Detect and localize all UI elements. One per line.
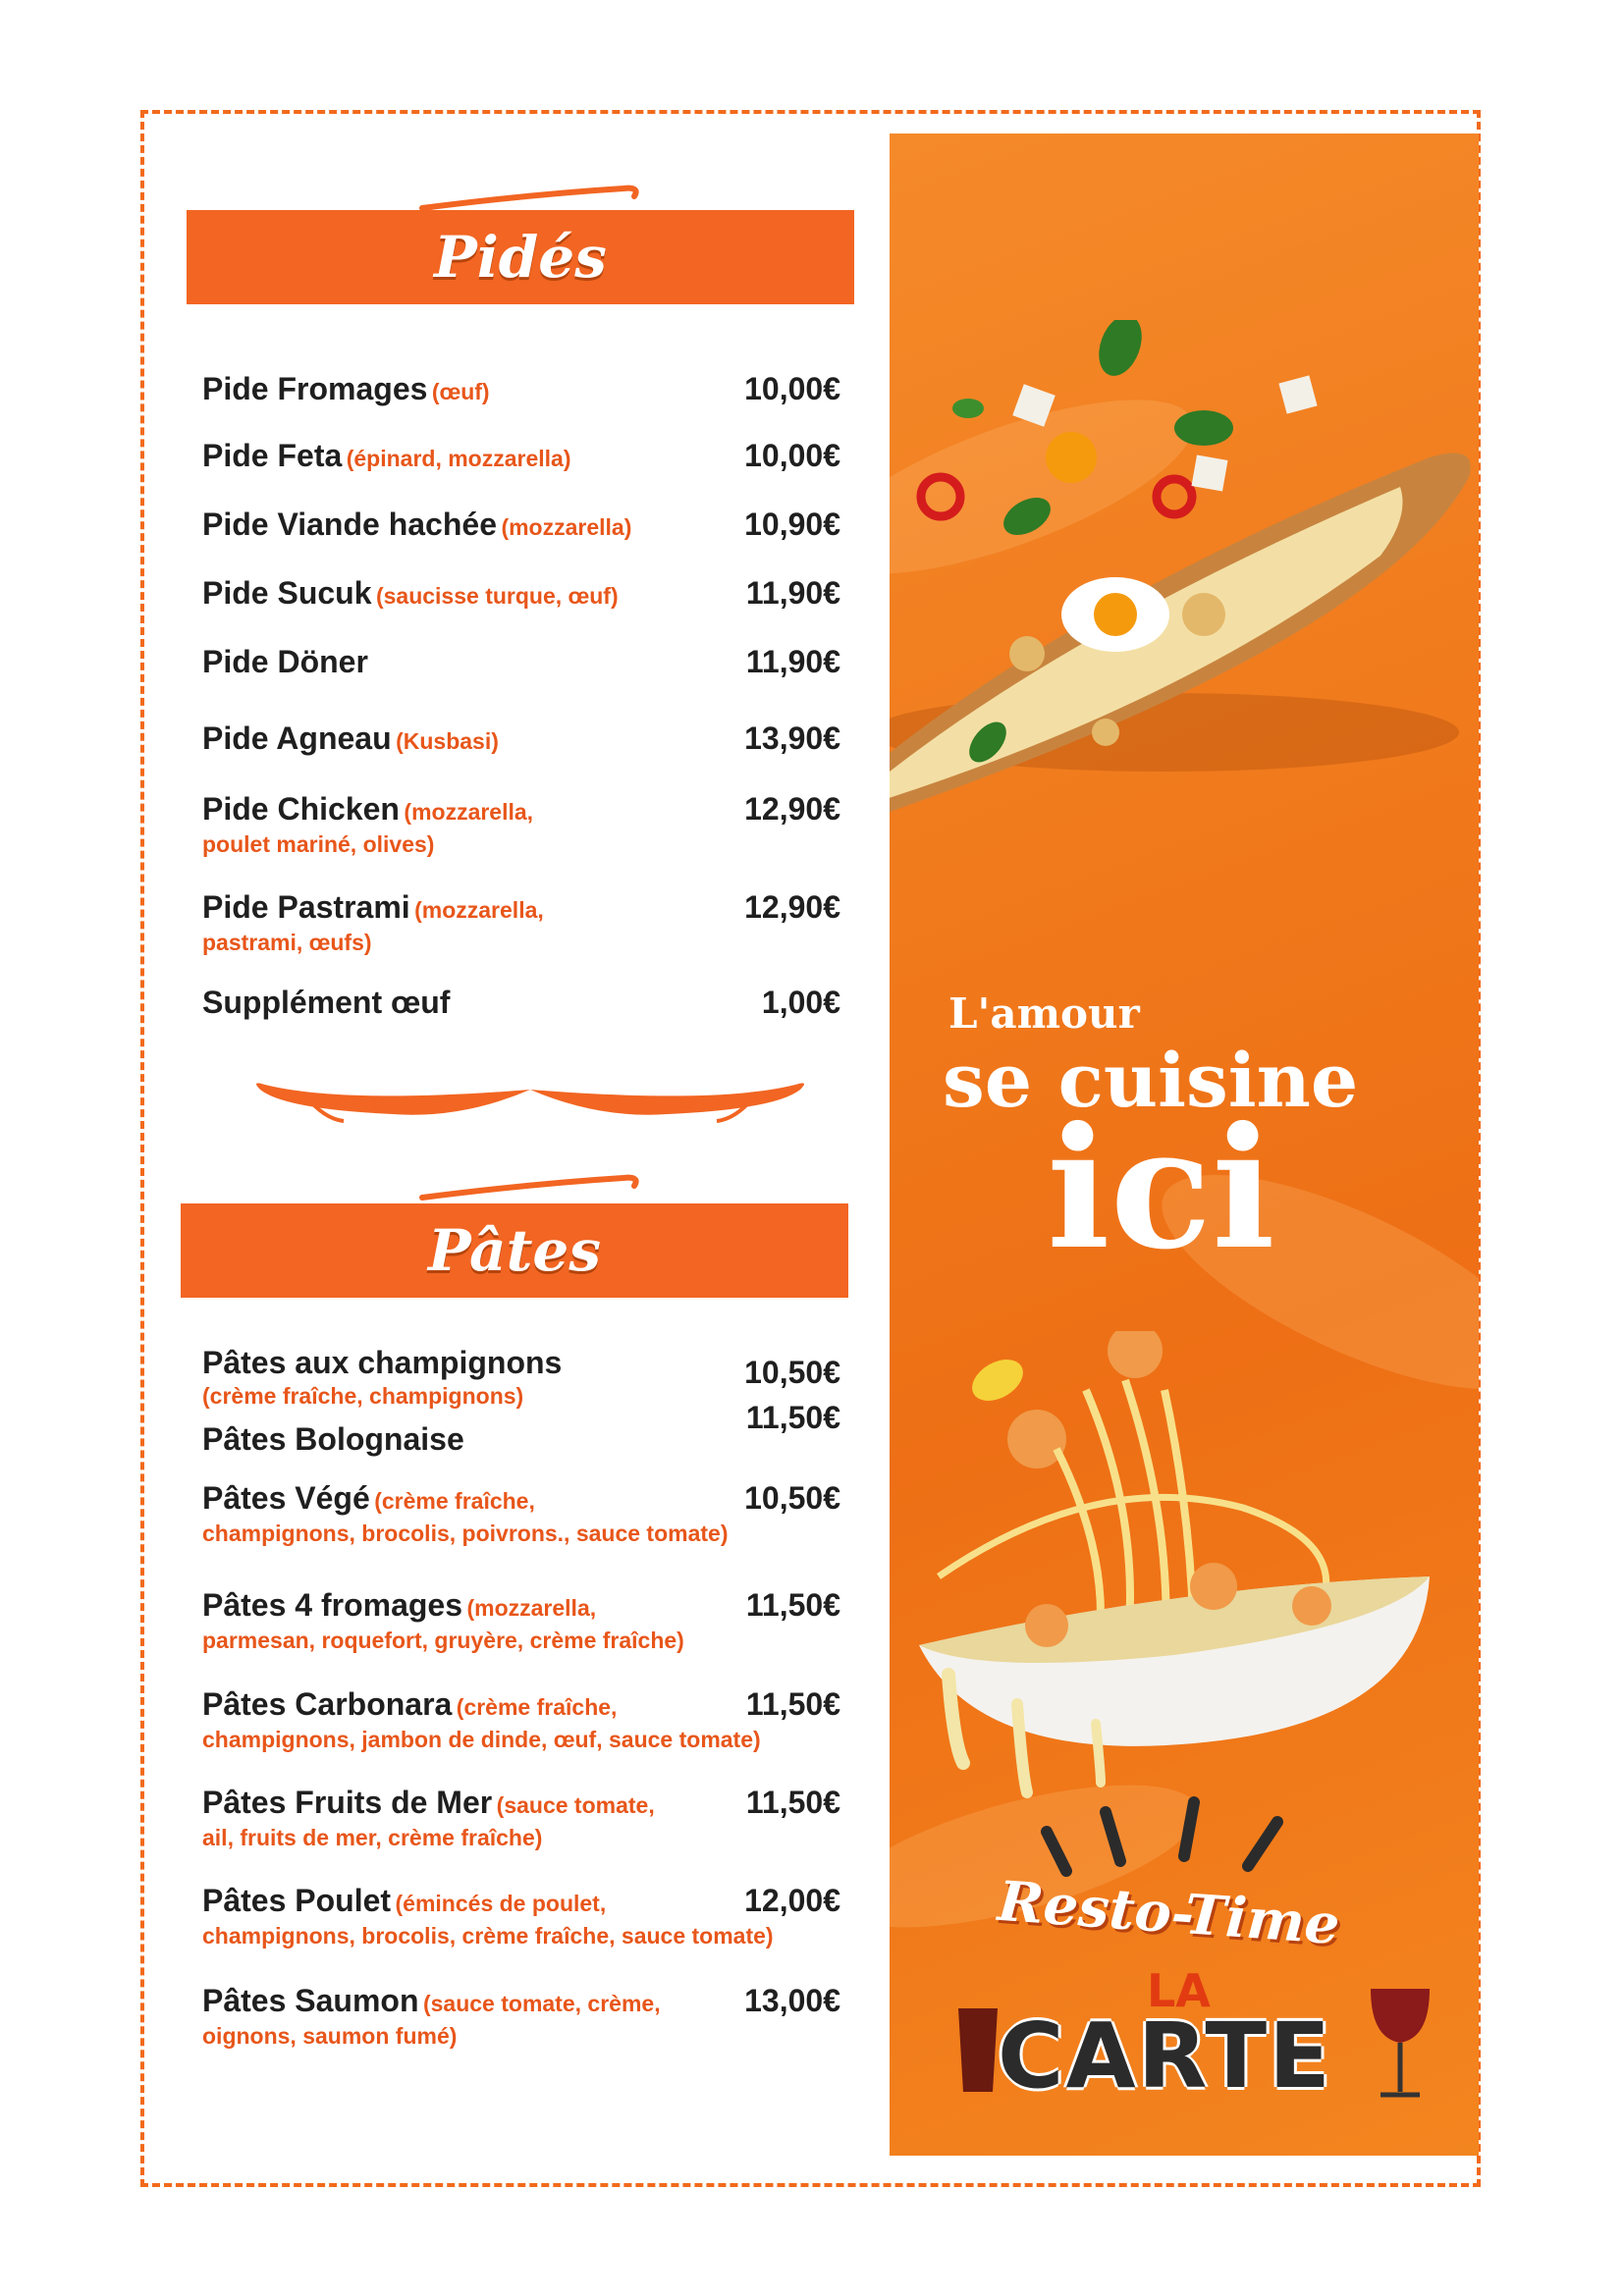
item-price: 12,00€ [744, 1883, 840, 1918]
item-desc-cont: champignons, jambon de dinde, œuf, sauce tomate) [202, 1727, 761, 1752]
item-price: 10,90€ [744, 507, 840, 542]
item-desc: (Kusbasi) [396, 728, 499, 754]
menu-item-pates [202, 1587, 840, 1657]
section-banner-pides [187, 210, 854, 304]
menu-item-pides [202, 889, 840, 959]
item-desc: (épinard, mozzarella) [346, 446, 571, 471]
item-price: 11,50€ [745, 1400, 840, 1435]
item-price: 11,90€ [745, 644, 840, 679]
item-desc: (mozzarella, [414, 897, 544, 923]
logo-rays [1037, 1792, 1292, 1881]
menu-item-pates [202, 1983, 840, 2053]
item-price: 13,90€ [744, 721, 840, 756]
item-desc-cont: champignons, brocolis, poivrons., sauce tomate) [202, 1521, 729, 1546]
item-price: 13,00€ [744, 1983, 840, 2018]
logo-resto-time: Resto-Time [996, 1868, 1342, 1958]
title-swoosh-top-pates [412, 1166, 648, 1205]
item-name: Pide Feta [202, 438, 343, 473]
divider-swoosh [245, 1050, 815, 1139]
item-name: Pâtes Saumon [202, 1983, 419, 2018]
item-desc: (mozzarella, [404, 799, 534, 825]
item-name: Supplément œuf [202, 985, 451, 1020]
item-price: 11,90€ [745, 575, 840, 611]
section-banner-pates [181, 1203, 848, 1298]
item-price: 11,50€ [745, 1686, 840, 1722]
item-name: Pide Viande hachée [202, 507, 497, 542]
slogan-line3: ici [1047, 1091, 1275, 1287]
item-price: 11,50€ [745, 1785, 840, 1820]
menu-item-pates [202, 1400, 840, 1457]
item-desc-cont: pastrami, œufs) [202, 930, 372, 955]
pide-illustration [890, 320, 1479, 830]
item-desc: (saucisse turque, œuf) [375, 583, 619, 609]
menu-item-pides [202, 507, 840, 544]
logo-carte: CARTE [998, 2003, 1333, 2109]
item-desc-cont: ail, fruits de mer, crème fraîche) [202, 1825, 543, 1850]
item-desc-cont: parmesan, roquefort, gruyère, crème fraîche) [202, 1628, 684, 1653]
item-price: 10,00€ [744, 438, 840, 473]
menu-item-pides [202, 791, 840, 861]
item-desc: (crème fraîche, [374, 1488, 535, 1514]
item-name: Pide Fromages [202, 371, 428, 406]
item-price: 11,50€ [745, 1587, 840, 1623]
menu-item-pides [202, 721, 840, 758]
item-desc: (émincés de poulet, [395, 1891, 607, 1916]
section-title-pides: Pidés [434, 224, 607, 291]
menu-item-pides [202, 371, 840, 408]
item-name: Pâtes Fruits de Mer [202, 1785, 493, 1820]
item-price: 12,90€ [744, 791, 840, 827]
item-price: 10,50€ [744, 1355, 840, 1390]
item-desc-cont: poulet mariné, olives) [202, 831, 435, 857]
pasta-illustration [899, 1331, 1449, 1842]
item-desc: (mozzarella) [501, 514, 632, 540]
item-desc-cont: champignons, brocolis, crème fraîche, sauce tomate) [202, 1923, 774, 1949]
item-name: Pâtes Bolognaise [202, 1421, 464, 1457]
item-name: Pâtes Carbonara [202, 1686, 453, 1722]
menu-item-pides [202, 575, 840, 613]
slogan-line1: L'amour [948, 989, 1140, 1038]
promo-panel [890, 133, 1479, 2156]
item-desc: (œuf) [431, 379, 490, 404]
item-desc-cont: (crème fraîche, champignons) [202, 1383, 524, 1409]
item-desc: (sauce tomate, crème, [422, 1991, 661, 2016]
item-desc-cont: oignons, saumon fumé) [202, 2023, 458, 2049]
item-price: 12,90€ [744, 889, 840, 925]
item-name: Pide Pastrami [202, 889, 410, 925]
menu-item-pides [202, 985, 840, 1020]
wine-glass-icon [1361, 1979, 1439, 2107]
item-name: Pide Chicken [202, 791, 400, 827]
menu-item-pides [202, 644, 840, 679]
item-desc: (sauce tomate, [496, 1792, 655, 1818]
item-name: Pide Döner [202, 644, 368, 679]
item-name: Pide Sucuk [202, 575, 372, 611]
item-price: 10,50€ [744, 1480, 840, 1516]
menu-item-pates [202, 1686, 840, 1756]
menu-item-pates [202, 1785, 840, 1854]
logo-la: LA [1147, 1964, 1211, 2017]
item-name: Pâtes Végé [202, 1480, 370, 1516]
item-desc: (mozzarella, [466, 1595, 597, 1621]
menu-item-pates [202, 1345, 840, 1413]
item-name: Pâtes Poulet [202, 1883, 392, 1918]
glass-icon [948, 1999, 1007, 2097]
item-name: Pâtes 4 fromages [202, 1587, 463, 1623]
slogan-line2: se cuisine [943, 1037, 1359, 1124]
item-name: Pâtes aux champignons [202, 1345, 563, 1380]
item-desc: (crème fraîche, [456, 1694, 618, 1720]
menu-item-pides [202, 438, 840, 475]
item-price: 10,00€ [744, 371, 840, 406]
item-price: 1,00€ [761, 985, 840, 1020]
menu-item-pates [202, 1480, 840, 1550]
section-title-pates: Pâtes [428, 1217, 601, 1284]
item-name: Pide Agneau [202, 721, 392, 756]
menu-item-pates [202, 1883, 840, 1952]
